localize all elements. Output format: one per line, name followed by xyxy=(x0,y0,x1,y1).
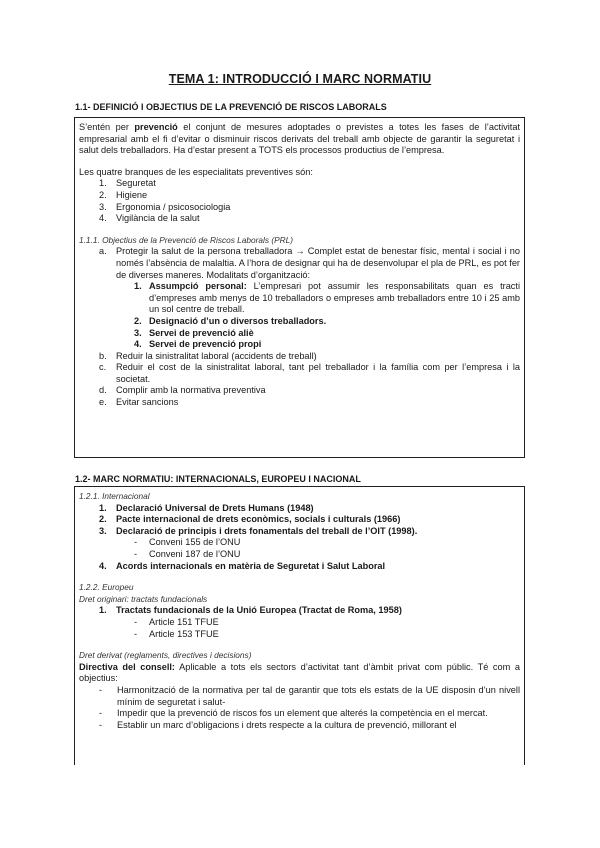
subsection-heading: 1.2.1. Internacional xyxy=(79,491,150,501)
list-item: 1. Seguretat xyxy=(99,178,156,189)
list-item: - Conveni 155 de l’ONU xyxy=(134,537,241,548)
international-list xyxy=(79,503,520,573)
objectives-list xyxy=(79,246,520,408)
list-item: - Impedir que la prevenció de riscos fos un element que alterés la competència en el mercat. xyxy=(99,708,488,719)
organization-modalities xyxy=(99,281,520,351)
articles-list xyxy=(99,617,520,640)
directive-objectives xyxy=(79,685,520,731)
list-item: 1. Assumpció personal: L’empresari pot assumir les responsabilitats quan es tracti d’empreses amb menys de 10 treballadors o empreses amb treballadors entre 10 i 25 amb un sol centre de treball. xyxy=(134,281,520,315)
list-item: a. Protegir la salut de la persona treballadora → Complet estat de benestar físic, mental i social i no només l’absència de malaltia. A l’hora de designar qui ha de desenvolupar el pla de PRL, es pot fer de diverses maneres. Modalitats d’organització: xyxy=(99,246,520,280)
list-item: c. Reduir el cost de la sinistralitat laboral, tant pel treballador i la família com per l’empresa i la societat. xyxy=(99,362,520,384)
branches-list xyxy=(79,178,520,224)
list-item: - Establir un marc d’obligacions i drets respecte a la cultura de prevenció, millorant el xyxy=(99,719,457,730)
list-item: - Article 153 TFUE xyxy=(134,628,219,639)
subsection-heading: 1.2.2. Europeu xyxy=(79,582,134,593)
list-item: 3. Ergonomia / psicosociologia xyxy=(99,201,231,212)
section-2-heading: 1.2- MARC NORMATIU: INTERNACIONALS, EUROPEU I NACIONAL xyxy=(75,474,361,484)
conveni-list xyxy=(99,537,520,560)
list-item: 4. Servei de prevenció propi xyxy=(134,339,262,350)
list-item: b. Reduir la sinistralitat laboral (accidents de treball) xyxy=(99,350,317,361)
branches-intro: Les quatre branques de les especialitats preventives són: xyxy=(79,166,313,177)
list-item: d. Complir amb la normativa preventiva xyxy=(99,385,266,396)
subsection-subheading: Dret originari: tractats fundacionals xyxy=(79,593,208,604)
list-item: e. Evitar sancions xyxy=(99,397,179,408)
european-list xyxy=(79,605,520,640)
list-item: 2. Designació d’un o diversos treballadors. xyxy=(134,315,327,326)
prevention-definition: S’entén per prevenció el conjunt de mesures adoptades o previstes a totes les fases de l’activitat empresarial amb el fi d’evitar o disminuir riscos derivats del treball amb objecte de garantir la seguretat i salut dels treballadors. Ha d’estar present a TOTS els processos productius de l’empresa. xyxy=(79,122,520,156)
list-item: 2. Pacte internacional de drets econòmics, socials i culturals (1966) xyxy=(99,514,401,525)
subsection-heading: 1.1.1. Objectius de la Prevenció de Riscos Laborals (PRL) xyxy=(79,234,293,245)
list-item: 2. Higiene xyxy=(99,189,148,200)
list-item: 3. Servei de prevenció aliè xyxy=(134,327,254,338)
list-item: 4. Vigilància de la salut xyxy=(99,213,200,224)
page-title: TEMA 1: INTRODUCCIÓ I MARC NORMATIU xyxy=(168,72,432,86)
list-item: 1. Declaració Universal de Drets Humans (1948) xyxy=(99,502,314,513)
list-item: - Conveni 187 de l’ONU xyxy=(134,548,241,559)
list-item: - Article 151 TFUE xyxy=(134,616,219,627)
list-item: 4. Acords internacionals en matèria de Seguretat i Salut Laboral xyxy=(99,560,386,571)
subsection-heading: Dret derivat (reglaments, directives i decisions) xyxy=(79,650,252,661)
list-item: 3. Declaració de principis i drets fonamentals del treball de l’OIT (1998). xyxy=(99,525,418,536)
section-1-heading: 1.1- DEFINICIÓ I OBJECTIUS DE LA PREVENCIÓ DE RISCOS LABORALS xyxy=(75,102,387,112)
directive-paragraph: Directiva del consell: Aplicable a tots els sectors d’activitat tant d’àmbit privat com públic. Té com a objectius: xyxy=(79,661,520,684)
list-item: 1. Tractats fundacionals de la Unió Europea (Tractat de Roma, 1958) xyxy=(99,605,402,616)
section-2-box xyxy=(74,486,525,765)
list-item: - Harmonització de la normativa per tal de garantir que tots els estats de la UE disposin d’un nivell mínim de seguretat i salut- xyxy=(99,684,520,707)
section-1-box xyxy=(74,117,525,458)
